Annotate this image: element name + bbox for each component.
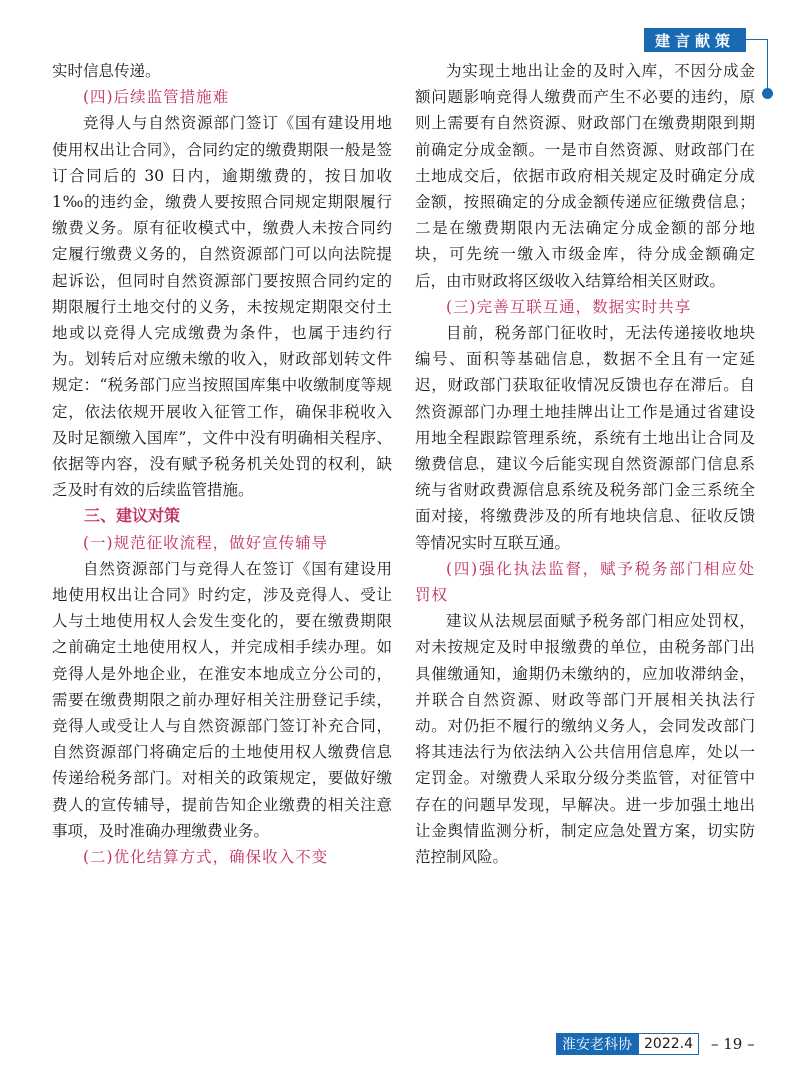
- section-tag-dot: [762, 88, 773, 99]
- subheading-standardize-process: (一)规范征收流程，做好宣传辅导: [83, 533, 329, 552]
- subheading-enforcement: (四)强化执法监督，赋予税务部门相应处罚权: [415, 559, 755, 605]
- subheading-interconnection: (三)完善互联互通，数据实时共享: [446, 297, 692, 316]
- paragraph-follow-up-supervision: 竞得人与自然资源部门签订《国有建设用地使用权出让合同》，合同约定的缴费期限一般是签订合同后的 30 日内，逾期缴费的，按日加收 1‰的违约金，缴费人要按照合同规定期限履行缴费义务。原有征收模式中，缴费人未按合同约定履行缴费义务的，自然资源部门可以向法院提起诉讼，但同时自然资源部门要按照合同约定的期限履行土地交付的义务，未按规定期限交付土地或以竞得人完成缴费为条件，也属于违约行为。划转后对应缴未缴的收入，财政部划转文件规定：“税务部门应当按照国库集中收缴制度等规定，依法依规开展收入征管工作，确保非税收入及时足额缴入国库”，文件中没有明确相关程序、依据等内容，没有赋予税务机关处罚的权利，缺乏及时有效的后续监管措施。: [52, 114, 392, 500]
- page-footer: [556, 1033, 755, 1055]
- heading-suggestions: 三、建议对策: [84, 506, 181, 526]
- paragraph-interconnection: 目前，税务部门征收时，无法传递接收地块编号、面积等基础信息，数据不全且有一定延迟，财政部门获取征收情况反馈也存在滞后。自然资源部门办理土地挂牌出让工作是通过省建设用地全程跟踪管理系统，系统有土地出让合同及缴费信息，建议今后能实现自然资源部门信息系统与省财政费源信息系统及税务部门金三系统全面对接，将缴费涉及的所有地块信息、征收反馈等情况实时互联互通。: [415, 324, 755, 552]
- paragraph-continuation: 实时信息传递。: [52, 62, 161, 80]
- subheading-follow-up-supervision: (四)后续监管措施难: [83, 88, 230, 107]
- paragraph-optimize-settlement: 为实现土地出让金的及时入库，不因分成金额问题影响竞得人缴费而产生不必要的违约，原则上需要有自然资源、财政部门在缴费期限到期前确定分成金额。一是市自然资源、财政部门在土地成交后，依据市政府相关规定及时确定分成金额，按照确定的分成金额传递应征缴费信息；二是在缴费期限内无法确定分成金额的部分地块，可先统一缴入市级金库，待分成金额确定后，由市财政将区级收入结算给相关区财政。: [415, 62, 755, 290]
- page-number: – 19 –: [711, 1035, 755, 1053]
- right-column: [415, 58, 755, 870]
- section-tag: 建言献策: [644, 28, 746, 52]
- paragraph-enforcement: 建议从法规层面赋予税务部门相应处罚权，对未按规定及时申报缴费的单位，由税务部门出具催缴通知，逾期仍未缴纳的，应加收滞纳金，并联合自然资源、财政等部门开展相关执法行动。对仍拒不履行的缴纳义务人，会同发改部门将其违法行为依法纳入公共信用信息库，处以一定罚金。对缴费人采取分级分类监管，对征管中存在的问题早发现，早解决。进一步加强土地出让金舆情监测分析，制定应急处置方案，切实防范控制风险。: [415, 612, 755, 867]
- section-tag-connector: [746, 39, 768, 40]
- subheading-optimize-settlement: (二)优化结算方式，确保收入不变: [83, 848, 329, 867]
- paragraph-standardize-process: 自然资源部门与竞得人在签订《国有建设用地使用权出让合同》时约定，涉及竞得人、受让人与土地使用权人会发生变化的，要在缴费期限之前确定土地使用权人，并完成相手续办理。如竞得人是外地企业，在淮安本地成立分公司的，需要在缴费期限之前办理好相关注册登记手续，竞得人或受让人与自然资源部门签订补充合同，自然资源部门将确定后的土地使用权人缴费信息传递给税务部门。对相关的政策规定，要做好缴费人的宣传辅导，提前告知企业缴费的相关注意事项，及时准确办理缴费业务。: [52, 559, 392, 840]
- journal-name: 淮安老科协: [556, 1033, 638, 1055]
- section-tag-line: [767, 39, 768, 93]
- left-column: [52, 58, 392, 870]
- issue-number: 2022.4: [638, 1033, 699, 1055]
